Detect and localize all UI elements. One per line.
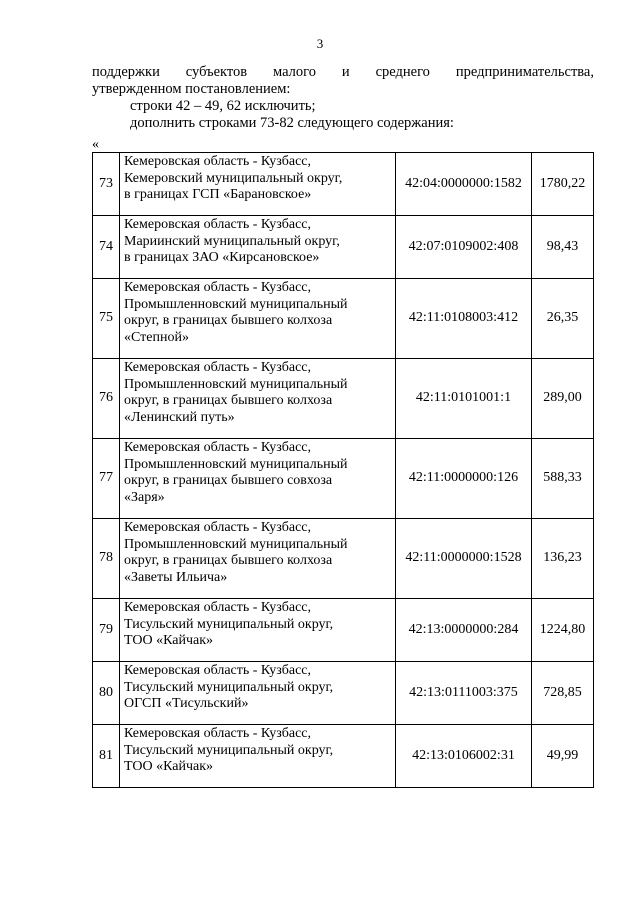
location-line: Кемеровская область - Кузбасс,: [124, 440, 312, 455]
location-line: «Степной»: [124, 329, 189, 345]
location-line: «Ленинский путь»: [124, 409, 235, 425]
row-number-cell: 76: [93, 359, 120, 439]
location-line: «Заря»: [124, 489, 165, 505]
cadastral-number-cell: 42:07:0109002:408: [396, 216, 532, 279]
intro-word: малого: [273, 64, 316, 80]
cadastral-number-cell: 42:13:0000000:284: [396, 599, 532, 662]
intro-paragraph: [92, 64, 594, 132]
row-number-cell: 81: [93, 725, 120, 788]
location-line: округ, в границах бывшего колхоза: [124, 313, 333, 328]
table-row: [93, 662, 594, 725]
location-line: Промышленновский муниципальный: [124, 376, 348, 392]
location-line: ТОО «Кайчак»: [124, 633, 214, 648]
area-cell: 26,35: [532, 279, 594, 359]
row-number-cell: 75: [93, 279, 120, 359]
intro-line-2: утвержденном постановлением:: [92, 81, 291, 97]
location-line: Мариинский муниципальный округ,: [124, 233, 340, 249]
location-cell: [120, 216, 396, 279]
location-line: Кемеровская область - Кузбасс,: [124, 663, 312, 678]
table-row: [93, 279, 594, 359]
land-plots-table: [92, 152, 594, 788]
row-number-cell: 74: [93, 216, 120, 279]
location-line: Кемеровская область - Кузбасс,: [124, 360, 312, 375]
cadastral-number-cell: 42:11:0000000:126: [396, 439, 532, 519]
location-cell: [120, 279, 396, 359]
location-line: Промышленновский муниципальный: [124, 536, 348, 552]
intro-line-3: строки 42 – 49, 62 исключить;: [130, 98, 316, 114]
location-cell: [120, 662, 396, 725]
location-line: Кемеровская область - Кузбасс,: [124, 280, 312, 295]
area-cell: 1224,80: [532, 599, 594, 662]
location-line: Тисульский муниципальный округ,: [124, 742, 334, 758]
table-row: [93, 153, 594, 216]
location-cell: [120, 599, 396, 662]
location-line: Кемеровская область - Кузбасс,: [124, 217, 312, 232]
area-cell: 49,99: [532, 725, 594, 788]
location-cell: [120, 439, 396, 519]
location-line: Кемеровский муниципальный округ,: [124, 170, 343, 186]
location-cell: [120, 153, 396, 216]
row-number-cell: 73: [93, 153, 120, 216]
table-row: [93, 439, 594, 519]
table-row: [93, 216, 594, 279]
table-body: [93, 153, 594, 788]
intro-line-1: [92, 64, 594, 81]
location-line: Кемеровская область - Кузбасс,: [124, 520, 312, 535]
cadastral-number-cell: 42:11:0108003:412: [396, 279, 532, 359]
area-cell: 588,33: [532, 439, 594, 519]
opening-quote: «: [92, 137, 99, 152]
table-row: [93, 599, 594, 662]
cadastral-number-cell: 42:13:0106002:31: [396, 725, 532, 788]
row-number-cell: 77: [93, 439, 120, 519]
intro-word: поддержки: [92, 64, 160, 80]
location-line: Тисульский муниципальный округ,: [124, 679, 334, 695]
location-line: Промышленновский муниципальный: [124, 296, 348, 312]
cadastral-number-cell: 42:13:0111003:375: [396, 662, 532, 725]
location-line: Кемеровская область - Кузбасс,: [124, 726, 312, 741]
location-line: ТОО «Кайчак»: [124, 759, 214, 774]
location-line: Кемеровская область - Кузбасс,: [124, 600, 312, 615]
location-line: округ, в границах бывшего совхоза: [124, 473, 333, 488]
intro-line-4: дополнить строками 73-82 следующего содержания:: [130, 115, 454, 131]
area-cell: 98,43: [532, 216, 594, 279]
location-cell: [120, 519, 396, 599]
page-number: 3: [316, 36, 324, 51]
cadastral-number-cell: 42:11:0000000:1528: [396, 519, 532, 599]
cadastral-number-cell: 42:04:0000000:1582: [396, 153, 532, 216]
table-row: [93, 359, 594, 439]
area-cell: 136,23: [532, 519, 594, 599]
location-line: в границах ЗАО «Кирсановское»: [124, 250, 320, 265]
row-number-cell: 80: [93, 662, 120, 725]
intro-word: субъектов: [185, 64, 248, 80]
location-line: Кемеровская область - Кузбасс,: [124, 154, 312, 169]
location-cell: [120, 725, 396, 788]
row-number-cell: 79: [93, 599, 120, 662]
location-line: в границах ГСП «Барановское»: [124, 187, 312, 202]
location-line: округ, в границах бывшего колхоза: [124, 393, 333, 408]
row-number-cell: 78: [93, 519, 120, 599]
location-line: Промышленновский муниципальный: [124, 456, 348, 472]
area-cell: 1780,22: [532, 153, 594, 216]
intro-word: среднего: [375, 64, 430, 80]
area-cell: 289,00: [532, 359, 594, 439]
location-line: Тисульский муниципальный округ,: [124, 616, 334, 632]
location-line: ОГСП «Тисульский»: [124, 696, 249, 711]
intro-word: и: [341, 64, 350, 80]
location-line: округ, в границах бывшего колхоза: [124, 553, 333, 568]
location-line: «Заветы Ильича»: [124, 569, 228, 585]
table-row: [93, 725, 594, 788]
table-row: [93, 519, 594, 599]
location-cell: [120, 359, 396, 439]
area-cell: 728,85: [532, 662, 594, 725]
cadastral-number-cell: 42:11:0101001:1: [396, 359, 532, 439]
intro-word: предпринимательства,: [455, 64, 594, 80]
